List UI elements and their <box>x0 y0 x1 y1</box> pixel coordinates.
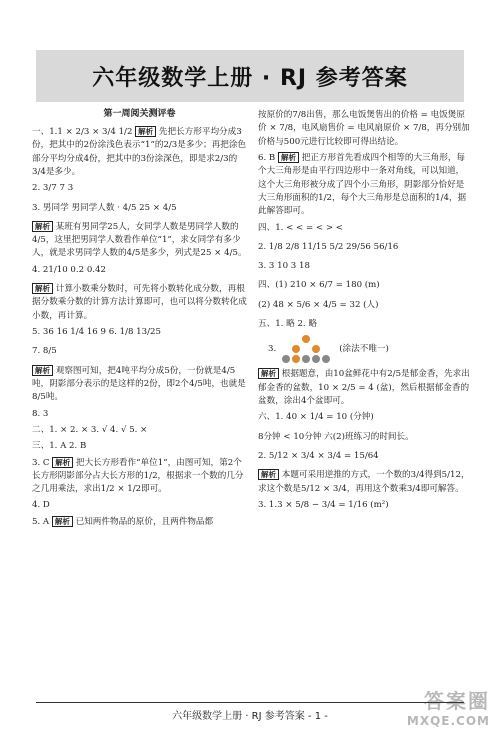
analysis-paragraph: 解析 某班有男同学25人，女同学人数是男同学人数的4/5，这里把男同学人数看作单位“1”，求女同学有多少人，就是求男同学人数的4/5是多少，列式是25 × 4/5。 <box>32 221 247 259</box>
analysis-tag: 解析 <box>52 457 73 468</box>
page-footer: 六年级数学上册 · RJ 参考答案 - 1 - <box>172 711 328 722</box>
orange-dot <box>292 355 300 363</box>
analysis-paragraph: 3. C 解析 把大长方形看作“单位1”，由图可知，第2个长方形阴影部分占大长方形的1/2，根据求一个数的几分之几用乘法，求出1/2 × 1/2即可。 <box>32 457 244 495</box>
analysis-tag: 解析 <box>135 126 156 137</box>
analysis-tag: 解析 <box>32 283 53 294</box>
dot-pyramid <box>282 335 331 364</box>
answer-line: 3. 3 10 3 18 <box>258 261 310 272</box>
analysis-tag: 解析 <box>52 516 73 527</box>
analysis-tag: 解析 <box>32 221 53 232</box>
analysis-paragraph: 6. B 解析 把正方形首先看成四个相等的大三角形，每个大三角形是由平行四边形中一条对角线，可以知道，这个大三角形被分成了四个小三角形，阴影部分恰好是大三角形面积的1/2，每个大三角形是总面积的1/4，据此解答即可。 <box>258 152 467 217</box>
answer-line: 一、1.1 × 2/3 × 3/4 1/2 解析 先把长方形平均分成3份，把其中的2份涂浅色表示“1”的2/3是多少；再把涂色部分平均分成4份，把其中的3份涂深色，即是求2/3的3/4是多少。 <box>32 126 247 177</box>
gray-dot <box>312 355 320 363</box>
analysis-paragraph: 按原价的7/8出售，那么电饭煲售出的价格 = 电饭煲原价 × 7/8，电风扇售价 = 电风扇原价 × 7/8，再分别加价格与500元进行比较即可得出结论。 <box>258 110 470 147</box>
analysis-paragraph: 解析 观察图可知，把4吨平均分成5份，一份就是4/5吨，阴影部分表示的是这样的2份，即2个4/5吨，也就是8/5吨。 <box>32 365 246 403</box>
answer-line: 2. 1/8 2/8 11/15 5/2 29/56 56/16 <box>258 241 399 252</box>
answer-line: 8. 3 <box>32 408 49 419</box>
answer-line: 五、1. 略 2. 略 <box>258 319 317 330</box>
answer-line: 4. D <box>32 500 50 511</box>
footer-divider <box>36 702 464 703</box>
answer-line: 六、1. 40 × 1/4 = 10 (分钟) <box>258 412 374 423</box>
analysis-paragraph: 5. A 解析 已知两件物品的原价，且两件物品都 <box>32 516 214 527</box>
analysis-paragraph: 解析 根据题意，由10盆鲜花中有2/5是郁金香，先求出郁金香的盆数，10 × 2/5 = 4 (盆)，然后根据郁金香的盆数，涂出4个盆即可。 <box>258 369 470 406</box>
orange-dot <box>302 335 310 343</box>
answer-line: 8分钟 < 10分钟 六(2)班练习的时间长。 <box>258 431 414 442</box>
right-column <box>258 108 470 515</box>
answer-line: 5. 36 16 1/4 16 9 6. 1/8 13/25 <box>32 327 161 337</box>
analysis-tag: 解析 <box>258 469 279 480</box>
dot-diagram: 3. (涂法不唯一) <box>268 335 470 364</box>
dot-note: (涂法不唯一) <box>339 344 389 355</box>
answer-line: (2) 48 × 5/6 × 4/5 = 32 (人) <box>258 299 379 310</box>
analysis-paragraph: 解析 计算小数乘分数时，可先将小数转化成分数，再根据分数乘分数的计算方法计算即可，也可以将分数转化成小数，再计算。 <box>32 284 247 321</box>
page-title: 六年级数学上册 · RJ 参考答案 <box>92 65 408 91</box>
analysis-tag: 解析 <box>32 365 53 376</box>
analysis-paragraph: 解析 本题可采用逆推的方式，一个数的3/4得到5/12，求这个数是5/12 × 3/4，再用这个数乘3/4即可解答。 <box>258 470 470 494</box>
answer-line: 三、1. A 2. B <box>32 441 87 452</box>
gray-dot <box>282 355 290 363</box>
gray-dot <box>322 355 330 363</box>
orange-dot <box>312 345 320 353</box>
answer-line: 二、1. × 2. × 3. √ 4. √ 5. × <box>32 424 148 435</box>
analysis-tag: 解析 <box>278 152 299 163</box>
answer-line: 7. 8/5 <box>32 346 57 357</box>
answer-line: 3. 1.3 × 5/8 − 3/4 = 1/16 (m²) <box>258 499 389 510</box>
answer-line: 2. 5/12 × 3/4 × 3/4 = 15/64 <box>258 450 379 461</box>
answer-line: 四、(1) 210 × 6/7 = 180 (m) <box>258 280 380 291</box>
header-banner <box>36 50 464 102</box>
analysis-tag: 解析 <box>258 368 279 379</box>
answer-line: 4. 21/10 0.2 0.42 <box>32 264 106 275</box>
section-title: 第一周阅关测评卷 <box>103 109 176 119</box>
left-column <box>32 108 247 532</box>
answer-line: 2. 3/7 7 3 <box>32 183 74 194</box>
answer-line: 四、1. < < = < > < <box>258 222 343 233</box>
answer-line: 3. 男同学 男同学人数 · 4/5 25 × 4/5 <box>32 202 177 213</box>
orange-dot <box>292 345 300 353</box>
gray-dot <box>302 355 310 363</box>
watermark-logo: 答案圈 MXQE.COM <box>406 689 490 728</box>
